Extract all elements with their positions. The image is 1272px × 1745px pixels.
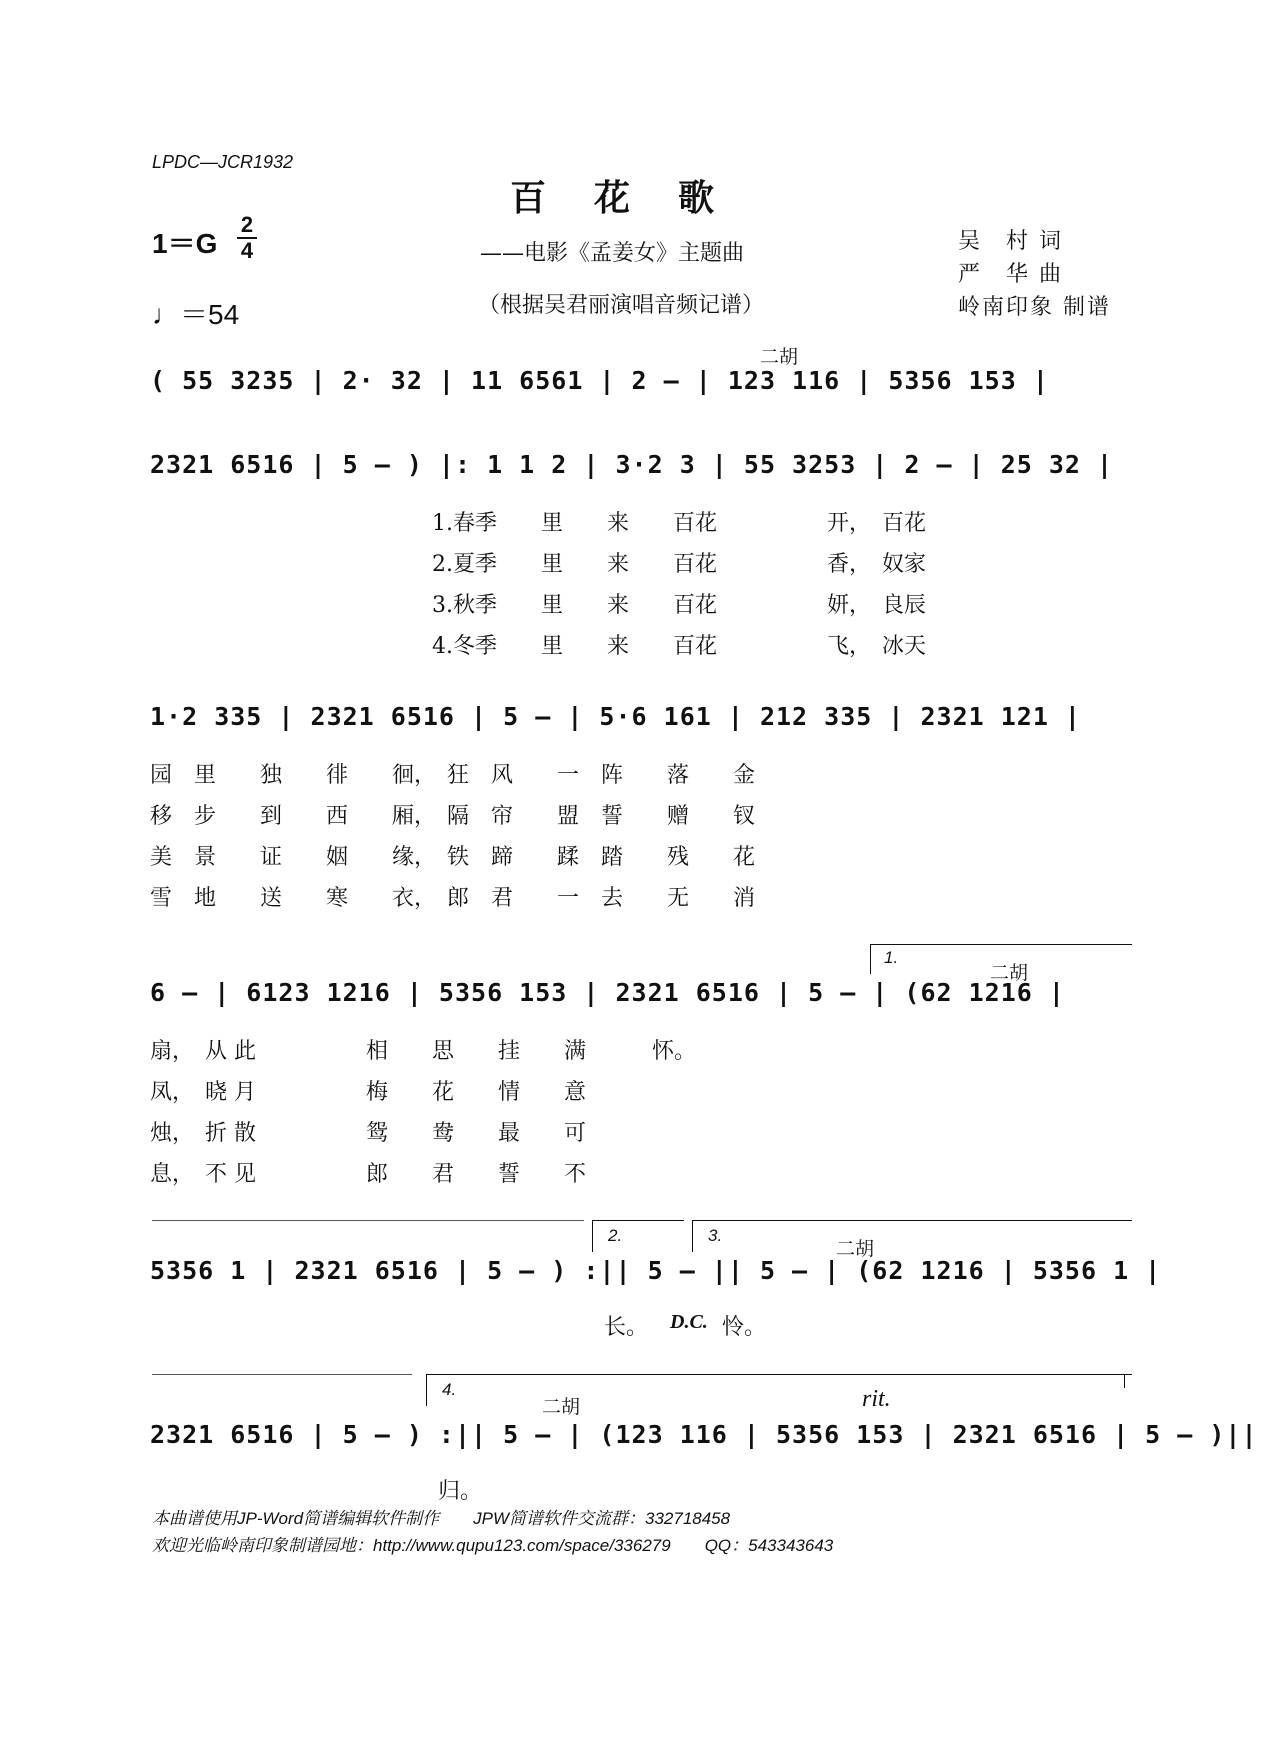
lyric-line5-a: 长。	[604, 1315, 649, 1340]
lyricist-credit: 吴 村 词	[958, 229, 1063, 254]
staff-line-5: 5356 1 | 2321 6516 | 5 – ) :|| 5 – || 5 – | (62 1216 | 5356 1 |	[150, 1256, 1162, 1285]
staff-line-1: ( 55 3235 | 2· 32 | 11 6561 | 2 – | 123 116 | 5356 153 |	[150, 366, 1049, 395]
staff-line-3: 1·2 335 | 2321 6516 | 5 – | 5·6 161 | 212 335 | 2321 121 |	[150, 702, 1081, 731]
verse1-line3: 园 里 独 徘 徊， 狂 风 一 阵 落 金	[150, 763, 756, 788]
erhu-label-3: 二胡	[836, 1238, 875, 1260]
erhu-label: 二胡	[760, 346, 799, 368]
erhu-label-4: 二胡	[542, 1396, 581, 1418]
verse4-line3: 雪 地 送 寒 衣， 郎 君 一 去 无 消	[150, 886, 756, 911]
source-note: （根据吴君丽演唱音频记谱）	[478, 293, 765, 318]
lyric-line5-b: 怜。	[722, 1315, 767, 1340]
verse3-line2: 3.秋季 里 来 百花 妍， 良辰	[432, 593, 926, 618]
footer-line-2: 欢迎光临岭南印象制谱园地：http://www.qupu123.com/space/336279 QQ：543343643	[152, 1536, 834, 1555]
footer-line-1: 本曲谱使用JP-Word简谱编辑软件制作 JPW简谱软件交流群：332718458	[152, 1509, 731, 1528]
staff-line-6: 2321 6516 | 5 – ) :|| 5 – | (123 116 | 5356 153 | 2321 6516 | 5 – )||	[150, 1420, 1258, 1449]
transcriber-credit: 岭南印象 制谱	[958, 295, 1111, 320]
verse2-line2: 2.夏季 里 来 百花 香， 奴家	[432, 552, 926, 577]
verse2-line4: 凤， 晓 月 梅 花 情 意	[150, 1080, 586, 1105]
dc-mark: D.C.	[670, 1311, 708, 1333]
time-signature	[237, 214, 257, 262]
time-bottom: 4	[240, 238, 254, 263]
verse3-line3: 美 景 证 姻 缘， 铁 蹄 蹂 踏 残 花	[150, 845, 756, 870]
verse2-line3: 移 步 到 西 厢， 隔 帘 盟 誓 赠 钗	[150, 804, 756, 829]
time-top: 2	[240, 212, 254, 237]
composer-credit: 严 华 曲	[958, 262, 1063, 287]
staff-line-2: 2321 6516 | 5 – ) |: 1 1 2 | 3·2 3 | 55 3253 | 2 – | 25 32 |	[150, 450, 1114, 479]
erhu-label-2: 二胡	[990, 962, 1029, 984]
tempo-mark: ♩＝54	[152, 299, 240, 330]
verse4-line4: 息， 不 见 郎 君 誓 不	[150, 1162, 586, 1187]
ritardando-mark: rit.	[862, 1386, 891, 1412]
verse1-line4: 扇， 从 此 相 思 挂 满 怀。	[150, 1039, 696, 1064]
volta-2: 2.	[608, 1226, 623, 1245]
verse3-line4: 烛， 折 散 鸳 鸯 最 可	[150, 1121, 586, 1146]
subtitle: ——电影《孟姜女》主题曲	[480, 241, 745, 266]
score-code: LPDC—JCR1932	[152, 152, 294, 172]
volta-3: 3.	[708, 1226, 723, 1245]
volta-1: 1.	[884, 948, 899, 967]
verse1-line2: 1.春季 里 来 百花 开， 百花	[432, 511, 926, 536]
key-signature: 1＝G	[152, 228, 218, 259]
verse4-line2: 4.冬季 里 来 百花 飞， 冰天	[432, 634, 926, 659]
volta-4: 4.	[442, 1380, 457, 1399]
lyric-line6: 归。	[438, 1479, 483, 1504]
staff-line-4: 6 – | 6123 1216 | 5356 153 | 2321 6516 | 5 – | (62 1216 |	[150, 978, 1065, 1007]
page-title: 百花歌	[509, 177, 762, 219]
